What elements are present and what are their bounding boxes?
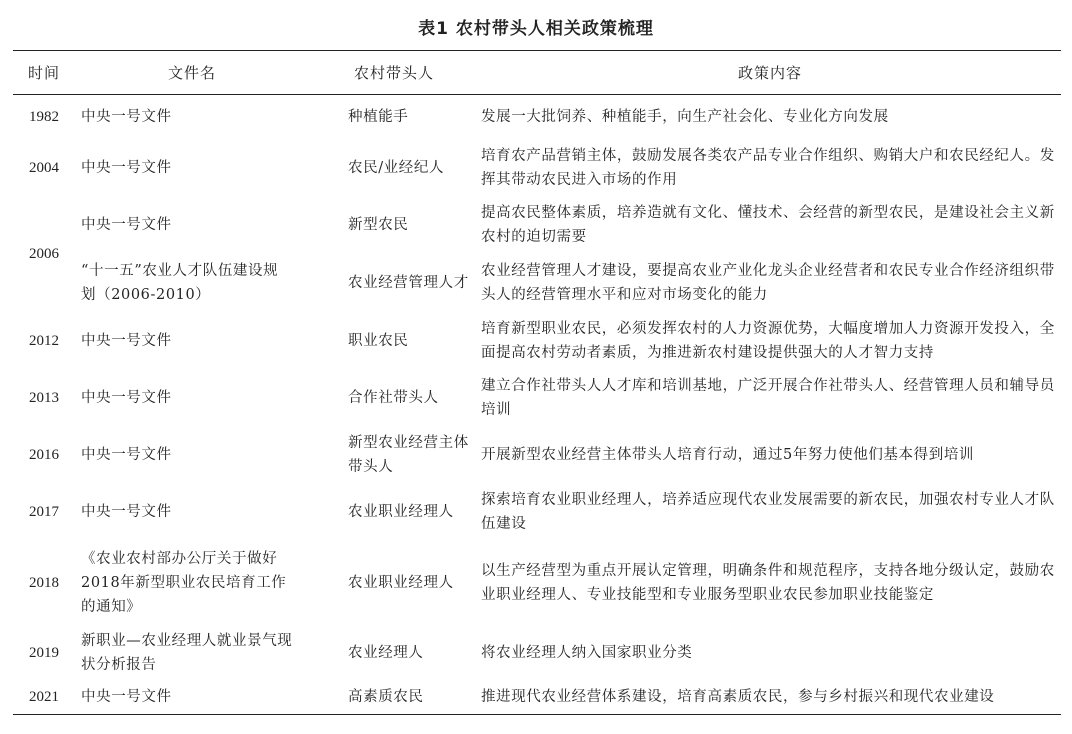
table-row [13,426,1061,484]
cell-document: 中央一号文件 [81,504,172,520]
cell-year: 2013 [29,389,59,406]
cell-year: 2016 [29,446,59,463]
table-row [13,625,1061,681]
cell-year: 2006 [29,245,59,262]
cell-leader: 农业职业经理人 [348,504,454,520]
cell-content: 将农业经理人纳入国家职业分类 [481,644,693,661]
cell-year: 2018 [29,574,59,591]
cell-document: “十一五”农业人才队伍建设规划（2006-2010） [81,262,279,303]
cell-document: 新职业—农业经理人就业景气现状分析报告 [81,632,293,673]
table-row [13,95,1061,140]
header-content: 政策内容 [737,64,802,82]
table-title: 表1 农村带头人相关政策梳理 [418,19,654,39]
table-row [13,370,1061,426]
cell-leader: 合作社带头人 [348,389,439,406]
cell-leader: 新型农业经营主体带头人 [348,434,469,475]
cell-content: 培育新型职业农民，必须发挥农村的人力资源优势，大幅度增加人力资源开发投入，全面提高农村劳动者素质，为推进新农村建设提供强大的人才智力支持 [481,320,1055,361]
cell-document: 中央一号文件 [81,332,172,349]
header-document: 文件名 [167,64,216,82]
cell-leader: 农业经营管理人才 [348,274,469,291]
cell-content: 提高农民整体素质，培养造就有文化、懂技术、会经营的新型农民，是建设社会主义新农村的迫切需要 [481,204,1055,245]
cell-content: 推进现代农业经营体系建设，培育高素质农民，参与乡村振兴和现代农业建设 [481,689,995,706]
table-row [13,541,1061,625]
table-header-row [13,51,1061,95]
cell-document: 中央一号文件 [81,389,172,406]
cell-leader: 农业职业经理人 [348,574,454,591]
cell-leader: 高素质农民 [348,689,424,706]
table-row [13,140,1061,196]
table-row [13,484,1061,541]
cell-content: 开展新型农业经营主体带头人培育行动，通过5年努力使他们基本得到培训 [481,446,975,463]
header-leader: 农村带头人 [353,64,434,82]
cell-document: 中央一号文件 [81,159,172,176]
cell-content: 以生产经营型为重点开展认定管理，明确条件和规范程序，支持各地分级认定，鼓励农业职业经理人、专业技能型和专业服务型职业农民参加职业技能鉴定 [481,562,1055,603]
table-row [13,196,1061,254]
cell-document: 中央一号文件 [81,689,172,706]
cell-leader: 农业经理人 [348,644,424,661]
header-year: 时间 [27,64,60,82]
cell-year: 2021 [29,689,59,706]
cell-content: 培育农产品营销主体，鼓励发展各类农产品专业合作组织、购销大户和农民经纪人。发挥其带动农民进入市场的作用 [481,147,1055,188]
cell-content: 建立合作社带头人人才库和培训基地，广泛开展合作社带头人、经营管理人员和辅导员培训 [481,377,1055,418]
table-row [13,254,1061,312]
cell-content: 探索培育农业职业经理人，培养适应现代农业发展需要的新农民，加强农村专业人才队伍建设 [481,492,1055,532]
cell-document: 中央一号文件 [81,216,172,233]
cell-leader: 农民/业经纪人 [348,159,445,176]
table-row [13,681,1061,715]
cell-document: 中央一号文件 [81,109,172,126]
cell-content: 发展一大批饲养、种植能手，向生产社会化、专业化方向发展 [481,109,889,126]
cell-content: 农业经营管理人才建设，要提高农业产业化龙头企业经营者和农民专业合作经济组织带头人的经营管理水平和应对市场变化的能力 [481,262,1055,303]
cell-leader: 职业农民 [348,332,409,349]
cell-leader: 新型农民 [348,216,409,233]
cell-leader: 种植能手 [348,109,409,126]
table-row [13,312,1061,370]
cell-year: 2004 [29,159,59,176]
cell-year: 1982 [29,109,59,126]
cell-year: 2019 [29,644,59,661]
cell-document: 《农业农村部办公厅关于做好2018年新型职业农民培育工作的通知》 [81,550,287,615]
cell-document: 中央一号文件 [81,446,172,463]
cell-year: 2012 [29,332,59,349]
policy-table [13,50,1061,715]
cell-year: 2017 [29,504,59,520]
